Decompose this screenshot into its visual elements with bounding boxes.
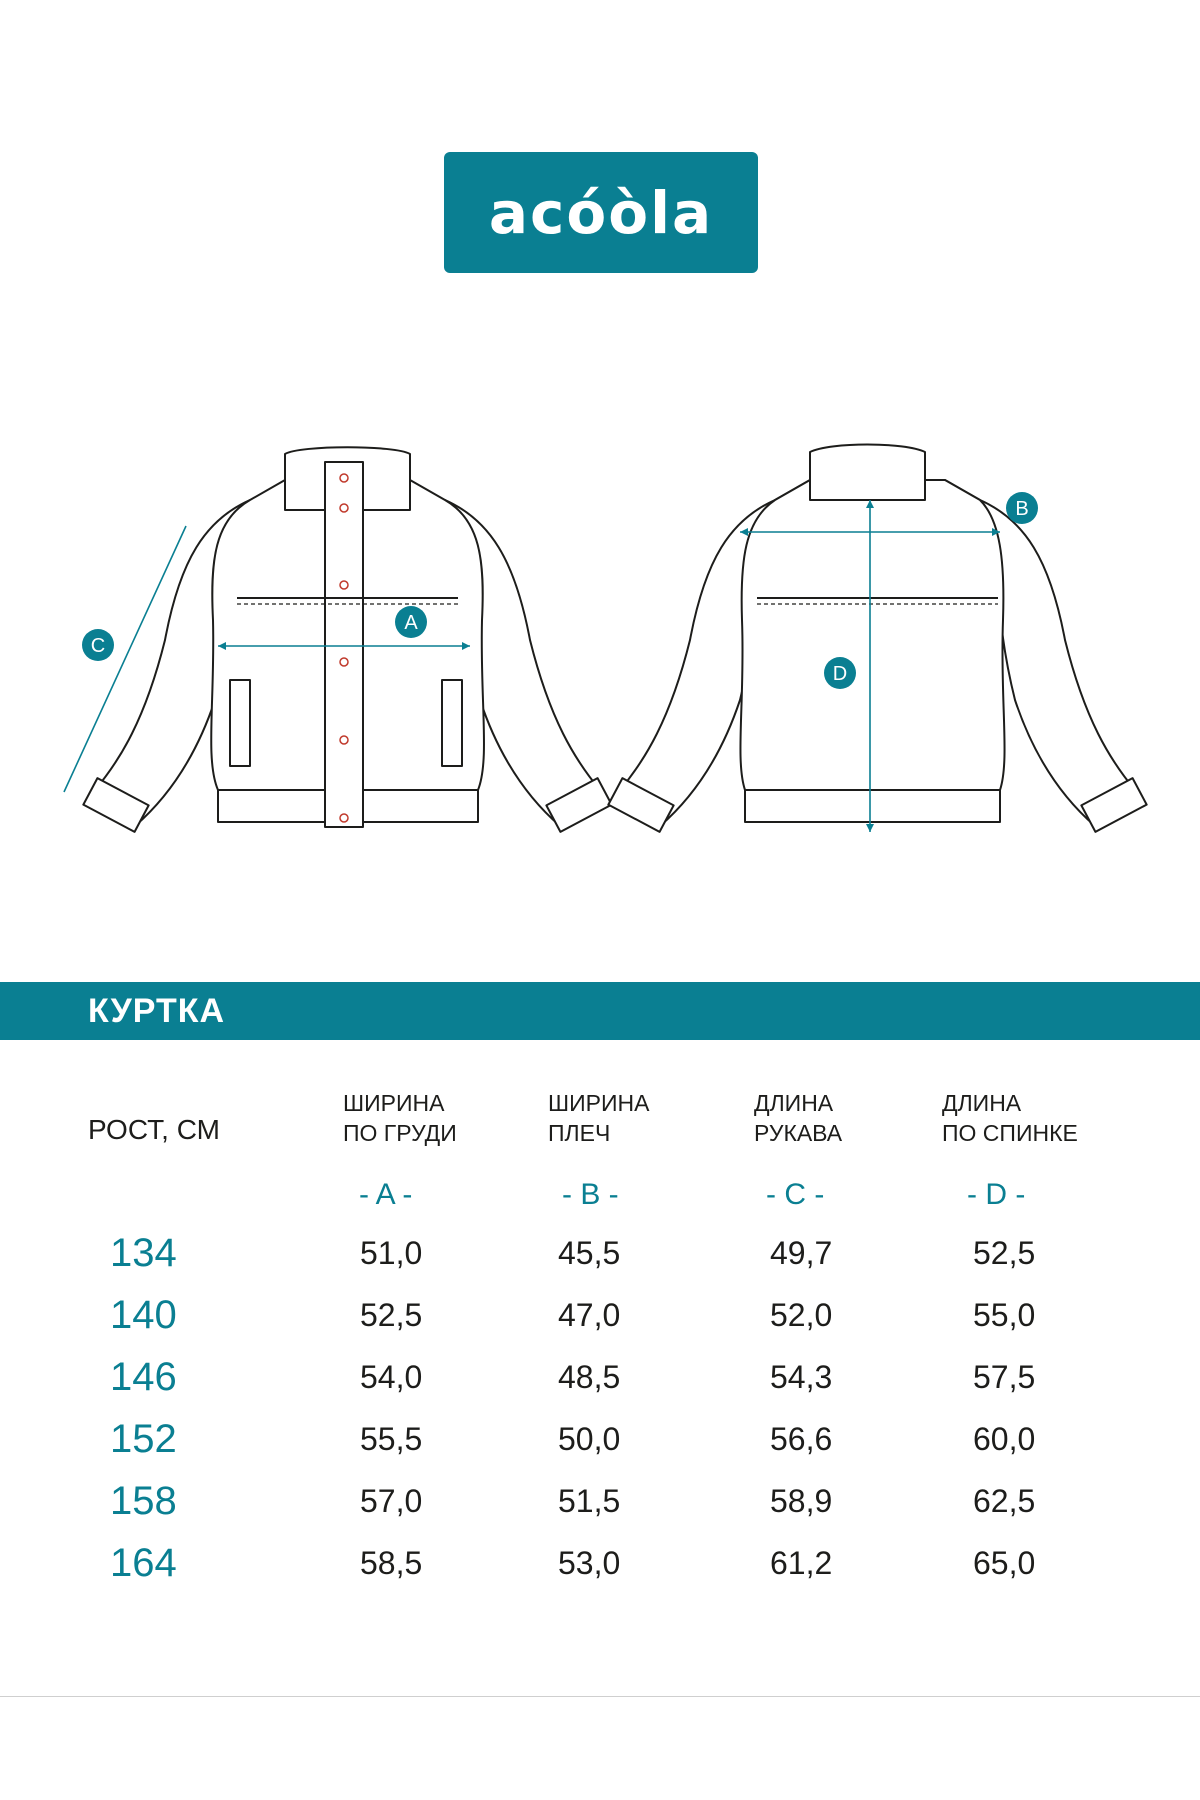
row-height: 158	[110, 1479, 177, 1523]
row-height: 152	[110, 1417, 177, 1461]
table-row	[0, 1290, 1200, 1340]
section-title: КУРТКА	[88, 992, 226, 1030]
table-row	[0, 1228, 1200, 1278]
cell-a: 55,5	[360, 1421, 423, 1457]
cell-c: 49,7	[770, 1235, 833, 1271]
cell-d: 57,5	[973, 1359, 1036, 1395]
brand-logo	[444, 152, 758, 273]
cell-d: 60,0	[973, 1421, 1036, 1457]
svg-text:C: C	[90, 635, 106, 657]
table-row	[0, 1476, 1200, 1526]
section-header-band	[0, 982, 1200, 1040]
cell-d: 62,5	[973, 1483, 1036, 1519]
cell-b: 51,5	[558, 1483, 621, 1519]
marker-b	[1006, 492, 1038, 524]
column-header-shoulder-width	[548, 1088, 708, 1148]
cell-a: 52,5	[360, 1297, 423, 1333]
svg-text:A: A	[404, 612, 418, 634]
row-height: 164	[110, 1541, 177, 1585]
column-header-line2: ПЛЕЧ	[548, 1120, 611, 1146]
height-column-header: РОСТ, СМ	[88, 1114, 220, 1145]
row-height: 134	[110, 1231, 177, 1275]
cell-b: 45,5	[558, 1235, 621, 1271]
cell-a: 51,0	[360, 1235, 423, 1271]
brand-logo-text: acóòla	[488, 178, 714, 247]
column-header-chest-width	[343, 1088, 503, 1148]
cell-a: 58,5	[360, 1545, 423, 1581]
cell-c: 54,3	[770, 1359, 833, 1395]
cell-c: 58,9	[770, 1483, 833, 1519]
column-header-sleeve-length	[754, 1088, 914, 1148]
footer-divider	[0, 1696, 1200, 1697]
row-height: 146	[110, 1355, 177, 1399]
cell-c: 52,0	[770, 1297, 833, 1333]
column-header-line1: ДЛИНА	[942, 1090, 1022, 1116]
cell-b: 47,0	[558, 1297, 621, 1333]
svg-text:D: D	[832, 663, 848, 685]
jacket-technical-drawing	[0, 420, 1200, 860]
cell-b: 53,0	[558, 1545, 621, 1581]
column-header-line1: ШИРИНА	[343, 1090, 445, 1116]
cell-b: 50,0	[558, 1421, 621, 1457]
column-letter-a: - A -	[359, 1178, 413, 1211]
table-row	[0, 1538, 1200, 1588]
column-header-line2: РУКАВА	[754, 1120, 843, 1146]
cell-c: 56,6	[770, 1421, 833, 1457]
cell-b: 48,5	[558, 1359, 621, 1395]
marker-a	[395, 606, 427, 638]
column-header-line1: ДЛИНА	[754, 1090, 834, 1116]
column-letter-d: - D -	[967, 1178, 1026, 1211]
cell-d: 55,0	[973, 1297, 1036, 1333]
jacket-back-view	[608, 445, 1146, 832]
column-header-back-length	[942, 1088, 1102, 1148]
marker-c	[82, 629, 114, 661]
svg-text:B: B	[1015, 498, 1029, 520]
table-row	[0, 1352, 1200, 1402]
marker-d	[824, 657, 856, 689]
column-header-line2: ПО СПИНКЕ	[942, 1120, 1078, 1146]
column-letter-c: - C -	[766, 1178, 825, 1211]
cell-d: 65,0	[973, 1545, 1036, 1581]
column-header-line1: ШИРИНА	[548, 1090, 650, 1116]
cell-d: 52,5	[973, 1235, 1036, 1271]
row-height: 140	[110, 1293, 177, 1337]
cell-c: 61,2	[770, 1545, 833, 1581]
cell-a: 54,0	[360, 1359, 423, 1395]
table-row	[0, 1414, 1200, 1464]
column-letter-b: - B -	[562, 1178, 619, 1211]
cell-a: 57,0	[360, 1483, 423, 1519]
column-header-line2: ПО ГРУДИ	[343, 1120, 457, 1146]
